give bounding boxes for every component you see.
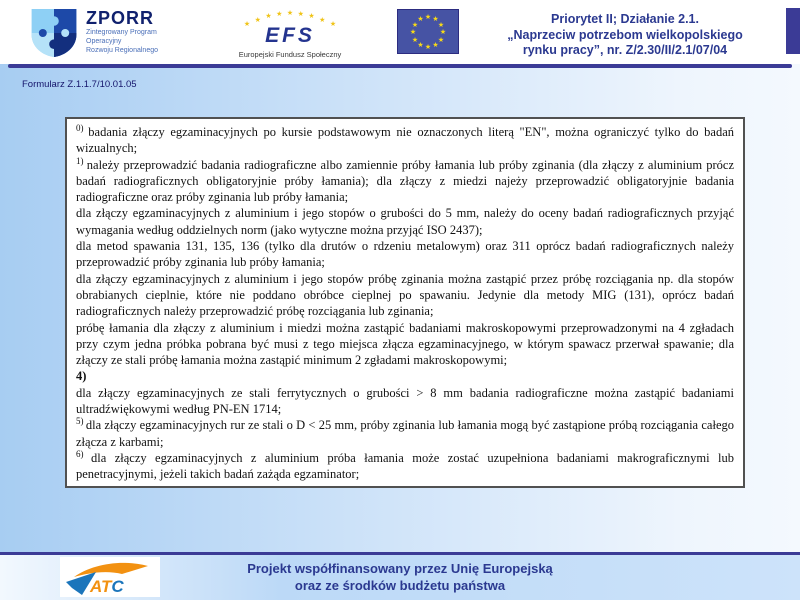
efs-star-icon: ★ <box>297 10 304 18</box>
footnote-paragraph: dla metod spawania 131, 135, 136 (tylko dla drutów o rdzeniu metalowym) oraz 311 oprócz badań radiograficznych należy przeprowadzić próby zginania lub próby łamania; <box>76 239 734 270</box>
atc-logo-icon <box>60 557 160 597</box>
eu-star-icon: ★ <box>437 36 445 44</box>
eu-star-icon: ★ <box>437 21 445 29</box>
eu-star-icon: ★ <box>411 36 419 44</box>
efs-star-icon: ★ <box>329 21 337 28</box>
svg-text:ATC: ATC <box>90 577 124 596</box>
zporr-name: ZPORR <box>86 8 154 28</box>
eu-star-icon: ★ <box>432 41 439 49</box>
form-label: Formularz Z.1.1.7/10.01.05 <box>22 79 137 90</box>
efs-star-icon: ★ <box>265 13 272 21</box>
footnote-paragraph: próbę łamania dla złączy z aluminium i miedzi można zastąpić badaniami makroskopowymi przeprowadzonymi na 4 zgładach przy czym jedna próbka pobrana być musi z tego miejsca złącza egzaminacyjnego, w którym spawacz przerwał spawanie; dla złączy ze stali próbę łamania można zastąpić minimum 2 zgładami makroskopowymi; <box>76 320 734 368</box>
efs-star-icon: ★ <box>308 13 315 21</box>
header-corner-bar <box>786 8 800 54</box>
eu-star-icon: ★ <box>409 29 417 36</box>
project-title-line: rynku pracy”, nr. Z/2.30/II/2.1/07/04 <box>522 43 728 57</box>
efs-name: EFS <box>265 24 315 47</box>
efs-logo <box>225 6 355 62</box>
footnote-paragraph: dla złączy egzaminacyjnych z aluminium i jego stopów o grubości do 5 mm, należy do oceny badań radiograficznych przyjąć wymagania według oddzielnych norm (jako wytyczne można przyjąć ISO 2437); <box>76 206 734 237</box>
zporr-puzzle-shield-icon <box>30 6 78 60</box>
footnote-paragraph: 4) <box>76 369 87 384</box>
footnote-paragraph: $^{0)}$ badania złączy egzaminacyjnych po kursie podstawowym nie oznaczonych literą "EN", można ograniczyć tylko do badań wizualnych; <box>76 122 734 156</box>
atc-logo <box>60 557 160 597</box>
efs-star-icon: ★ <box>286 10 294 17</box>
header-divider <box>8 64 792 68</box>
footer-text-line: oraz ze środków budżetu państwa <box>294 578 506 593</box>
eu-star-icon: ★ <box>424 14 432 21</box>
project-title-line: Priorytet II; Działanie 2.1. <box>551 12 699 26</box>
footnote-paragraph: dla złączy egzaminacyjnych z aluminium i jego stopów próbę zginania można zastąpić przez próbę rozciągania np. dla stopów obrabianych cieplnie, które nie poddano obróbce cieplnej po spawaniu. Jedynie dla metody MIG (131), oprócz badań radiograficznych należy przeprowadzić próbę rozciągania lub zginania; <box>76 271 734 319</box>
content-box <box>65 117 745 488</box>
eu-star-icon: ★ <box>411 21 419 29</box>
footer-text <box>200 560 600 594</box>
efs-subtitle: Europejski Fundusz Społeczny <box>238 50 342 59</box>
efs-star-icon: ★ <box>276 10 283 18</box>
footnote-paragraph: $^{5)}$ dla złączy egzaminacyjnych rur ze stali o D < 25 mm, próby zginania lub łamania mogą być zastąpione próbą rozciągania całego złącza z karbami; <box>76 416 734 449</box>
zporr-subtitle: Zintegrowany Program Operacyjny Rozwoju Regionalnego <box>86 29 158 54</box>
footnote-paragraph: $^{1)}$ należy przeprowadzić badania radiograficzne albo zamiennie próby łamania lub próby zginania (dla złączy z aluminium prócz badań radiograficznych obligatoryjnie próby łamania); dla złączy z miedzi najeży przeprowadzić obligatoryjnie badania radiograficzne oraz próby zginania lub próby łamania; <box>76 155 734 205</box>
footer-text-line: Projekt współfinansowany przez Unię Europejską <box>247 561 553 576</box>
zporr-logo <box>30 6 158 60</box>
eu-star-icon: ★ <box>432 16 439 23</box>
eu-star-icon: ★ <box>439 29 447 36</box>
header <box>0 0 800 64</box>
project-title-line: „Naprzeciw potrzebom wielkopolskiego <box>507 27 743 42</box>
eu-flag-icon <box>397 9 459 54</box>
efs-star-icon: ★ <box>319 16 326 24</box>
eu-star-icon: ★ <box>424 44 432 51</box>
footnote-paragraph: dla złączy egzaminacyjnych ze stali ferrytycznych o grubości > 8 mm badania radiograficzne można zastąpić badaniami ultradźwiękowymi według PN-EN 1714; <box>76 385 734 417</box>
eu-star-icon: ★ <box>417 16 424 23</box>
efs-star-icon: ★ <box>254 16 261 24</box>
eu-star-icon: ★ <box>417 41 424 49</box>
footer <box>0 555 800 600</box>
efs-star-icon: ★ <box>243 21 251 28</box>
project-title <box>470 12 780 59</box>
footnote-paragraph: $^{6)}$ dla złączy egzaminacyjnych z aluminium próba łamania może zostać uzupełniona badaniami makrograficznymi lub penetracyjnymi, jeżeli takich badań zażąda egzaminator; <box>76 448 734 482</box>
